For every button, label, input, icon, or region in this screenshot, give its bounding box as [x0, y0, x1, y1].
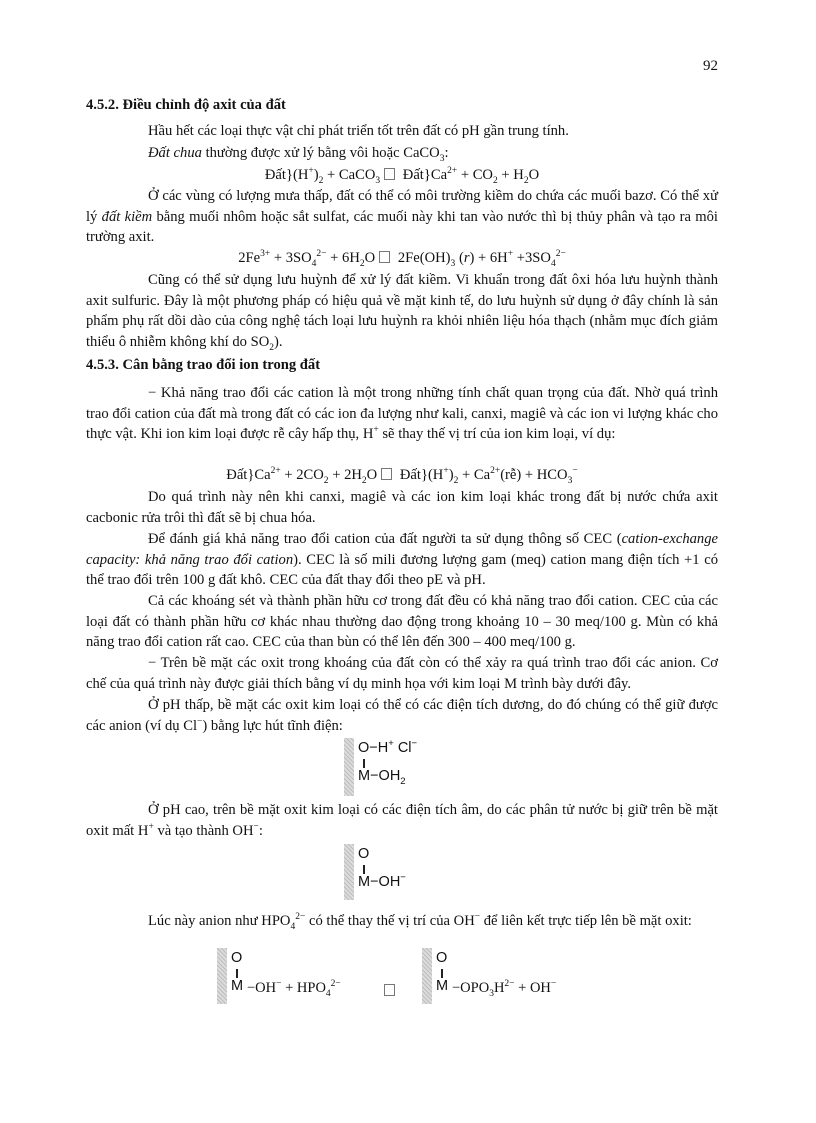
oxide-surface-hatch — [422, 948, 432, 1004]
paragraph-acidification: Do quá trình này nên khi canxi, magiê và các ion kim loại khác trong đất bị nước chứa axit cacbonic rửa trôi thì đất sẽ bị chua hóa. — [86, 489, 718, 526]
section-heading-4-5-2: 4.5.2. Điều chỉnh độ axit của đất — [86, 97, 286, 113]
product-surface: O M $-OPO_3H^{2-} + OH^-$ — [422, 948, 652, 1004]
oxide-surface-hatch — [344, 844, 354, 900]
structure-deprotonated-surface: O M−OH− — [344, 844, 444, 900]
section-heading-4-5-3: 4.5.3. Cân bằng trao đổi ion trong đất — [86, 357, 321, 373]
paragraph-acid-soil: Đất chua thường được xử lý bằng vôi hoặc CaCO$_3$: — [148, 145, 449, 164]
paragraph-alkaline-soil: Ở các vùng có lượng mưa thấp, đất có thể có môi trường kiềm do chứa các muối bazơ. Có thể xử lý đất kiềm bằng muối nhôm hoặc sắt sulfat, các muối này khi tan vào nước thì bị thủy phân và tạo ra môi trường axit. — [86, 188, 718, 245]
bond-line — [363, 759, 365, 768]
structure-protonated-surface: O−H+ Cl− $M-OH_2$ — [344, 738, 464, 796]
paragraph-low-ph: Ở pH thấp, bề mặt các oxit kim loại có thể có các điện tích dương, do đó chúng có thể giữ được các anion (ví dụ Cl−) bằng lực hút tĩnh điện: — [86, 697, 718, 734]
oxide-surface-hatch — [217, 948, 227, 1004]
bond-line — [363, 865, 365, 874]
paragraph-cation-exchange: − Khả năng trao đổi các cation là một trong những tính chất quan trọng của đất. Nhờ quá trình trao đổi cation của đất mà trong đất có các ion đa lượng như kali, canxi, magiê và các ion vi lượng khác cho thực vật. Khi ion kim loại được rễ cây hấp thụ, H+ sẽ thay thế vị trí của ion kim loại, ví dụ: — [86, 385, 718, 442]
reaction-arrow-icon — [384, 984, 395, 996]
equation-phosphate-ligand-exchange: O M $-OH^- + HPO_4^{2-}$ O M $-OPO_3H^{2-} + OH^-$ — [217, 948, 657, 1004]
paragraph-cec-values: Cả các khoáng sét và thành phần hữu cơ trong đất đều có khả năng trao đổi cation. CEC của các loại đất có thành phần hữu cơ khác nhau thường dao động trong khoảng 10 – 30 meq/100 g. Mùn có khả năng trao đổi cation rất cao. CEC của than bùn có thể lên đến 300 – 400 meq/100 g. — [86, 593, 718, 650]
oxide-surface-hatch — [344, 738, 354, 796]
paragraph-phosphate-exchange: Lúc này anion như $HPO_4^{2-}$ có thể thay thế vị trí của OH− để liên kết trực tiếp lên bề mặt oxit: — [148, 912, 692, 932]
reaction-arrow-icon — [384, 168, 395, 180]
equation-calcium-exchange: $Đất\}Ca^{2+} + 2CO_2 + 2H_2O$ $Đất\}(H^+)_2$ + $Ca^{2+}(rễ) + HCO_3^-$ — [226, 466, 578, 486]
paragraph-anion-exchange: − Trên bề mặt các oxit trong khoáng của đất còn có thể xảy ra quá trình trao đổi các anion. Cơ chế của quá trình này được giải thích bằng ví dụ minh họa với kim loại M trình bày dưới đây. — [86, 655, 718, 692]
paragraph-cec-definition: Để đánh giá khả năng trao đổi cation của đất người ta sử dụng thông số CEC (cation-exchange capacity: khả năng trao đổi cation). CEC là số mili đương lượng gam (meq) cation mang điện tích +1 có thể trao đổi trên 100 g đất khô. CEC của đất thay đổi theo pE và pH. — [86, 531, 718, 588]
equation-iron-hydrolysis: $2Fe^{3+} + 3SO_4^{2-} + 6H_2O$ $2Fe(OH)_3$ $(r) + 6H^+ +3SO_4^{2-}$ — [238, 249, 566, 269]
reaction-arrow-icon — [381, 468, 392, 480]
bond-line — [236, 969, 238, 978]
page-number: 92 — [703, 58, 718, 74]
paragraph-high-ph: Ở pH cao, trên bề mặt oxit kim loại có các điện tích âm, do các phân tử nước bị giữ trên bề mặt oxit mất H+ và tạo thành OH−: — [86, 802, 718, 839]
bond-line — [441, 969, 443, 978]
reaction-arrow-icon — [379, 251, 390, 263]
paragraph-neutral-ph: Hầu hết các loại thực vật chỉ phát triển tốt trên đất có pH gần trung tính. — [148, 123, 569, 139]
equation-lime-treatment: $Đất\}(H^+)_2$ + CaCO$_3$ $Đất\}Ca^{2+} + CO_2 + H_2O$ — [264, 166, 540, 186]
paragraph-sulfur-treatment: Cũng có thể sử dụng lưu huỳnh để xử lý đất kiềm. Vi khuẩn trong đất ôxi hóa lưu huỳnh thành axit sulfuric. Đây là một phương pháp có hiệu quả về mặt kinh tế, do lưu huỳnh sử dụng ở đây chính là sản phẩm phụ rất dồi dào của công nghệ tách loại lưu huỳnh ra khỏi nhiên liệu hóa thạch (nhằm mục đích giảm thiểu ô nhiễm không khí do $SO_2$). — [86, 272, 718, 353]
